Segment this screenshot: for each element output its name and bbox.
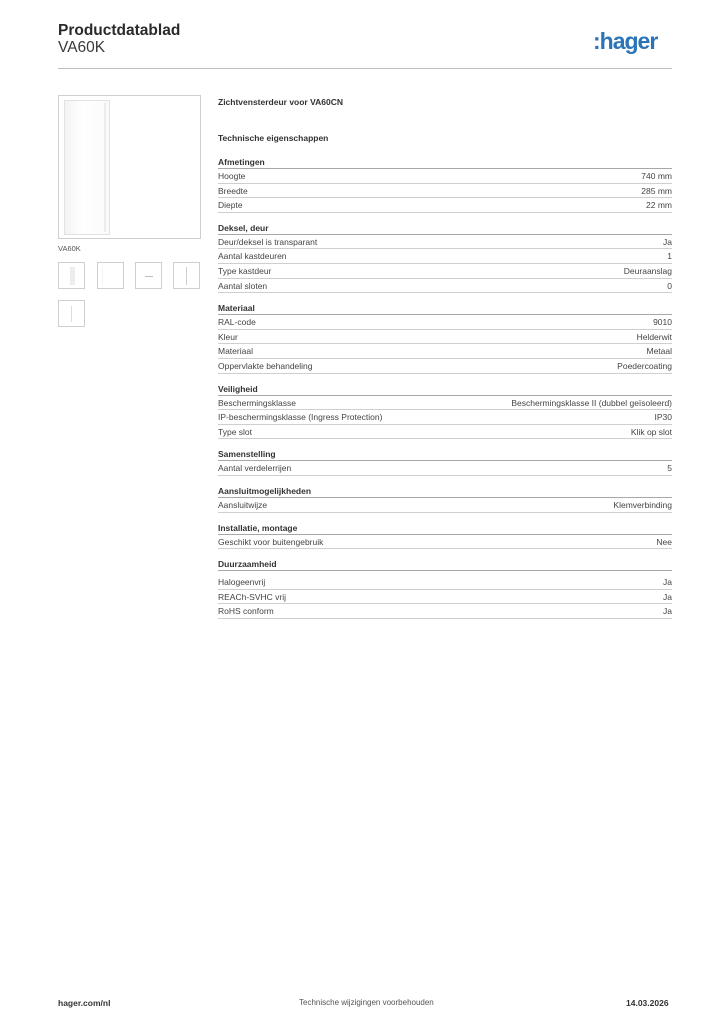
spec-value: Ja xyxy=(663,591,672,602)
spec-label: Breedte xyxy=(218,185,248,196)
spec-label: Type kastdeur xyxy=(218,265,272,276)
spec-section xyxy=(218,302,672,373)
hager-logo: :hager xyxy=(593,28,658,54)
spec-row xyxy=(218,575,672,590)
spec-value: Nee xyxy=(656,536,672,547)
spec-label: Aantal kastdeuren xyxy=(218,251,287,262)
tech-heading: Technische eigenschappen xyxy=(218,133,329,143)
spec-value: 9010 xyxy=(653,317,672,328)
spec-row xyxy=(218,359,672,374)
spec-row xyxy=(218,396,672,411)
spec-row xyxy=(218,184,672,199)
spec-section xyxy=(218,222,672,293)
spec-label: Deur/deksel is transparant xyxy=(218,236,318,247)
spec-row xyxy=(218,315,672,330)
spec-value: Ja xyxy=(663,577,672,588)
door-front-icon xyxy=(70,267,75,285)
thumbnail-door-handle[interactable] xyxy=(135,262,162,289)
spec-label: IP-beschermingsklasse (Ingress Protection) xyxy=(218,412,383,423)
spec-sections xyxy=(218,156,672,619)
spec-label: REACh-SVHC vrij xyxy=(218,591,287,602)
spec-label: Type slot xyxy=(218,426,253,437)
spec-row xyxy=(218,330,672,345)
thumbnail-door-side[interactable] xyxy=(173,262,200,289)
thumbnail-door-outline[interactable] xyxy=(58,300,85,327)
spec-label: RAL-code xyxy=(218,317,256,328)
spec-section xyxy=(218,383,672,440)
product-code: VA60K xyxy=(58,39,106,56)
spec-row xyxy=(218,279,672,294)
door-handle-icon xyxy=(145,276,153,277)
spec-row xyxy=(218,235,672,250)
image-caption: VA60K xyxy=(58,244,81,253)
spec-value: 0 xyxy=(667,280,672,291)
section-title: Afmetingen xyxy=(218,156,672,169)
spec-value: 740 mm xyxy=(641,171,672,181)
spec-value: Beschermingsklasse II (dubbel geïsoleerd) xyxy=(511,397,672,408)
spec-label: Beschermingsklasse xyxy=(218,397,296,408)
spec-row xyxy=(218,590,672,605)
footer-website[interactable]: hager.com/nl xyxy=(58,998,111,1008)
spec-value: Klemverbinding xyxy=(613,499,672,510)
spec-value: Deuraanslag xyxy=(623,265,672,276)
spec-label: Aansluitwijze xyxy=(218,499,268,510)
thumbnail-door-front[interactable] xyxy=(58,262,85,289)
spec-section xyxy=(218,156,672,213)
spec-label: Hoogte xyxy=(218,171,246,181)
spec-label: Aantal verdelerrijen xyxy=(218,463,292,474)
logo-text: hager xyxy=(599,28,658,54)
spec-content xyxy=(218,96,672,619)
spec-value: 22 mm xyxy=(646,200,672,211)
spec-value: 5 xyxy=(667,463,672,474)
spec-row xyxy=(218,264,672,279)
spec-value: Helderwit xyxy=(636,331,672,342)
section-title: Materiaal xyxy=(218,302,672,315)
spec-value: Ja xyxy=(663,606,672,617)
spec-label: RoHS conform xyxy=(218,606,274,617)
section-title: Veiligheid xyxy=(218,383,672,396)
spec-row xyxy=(218,425,672,440)
footer-disclaimer: Technische wijzigingen voorbehouden xyxy=(299,998,434,1007)
spec-value: 1 xyxy=(667,251,672,262)
spec-row xyxy=(218,344,672,359)
header-divider xyxy=(58,68,672,69)
spec-value: Ja xyxy=(663,236,672,247)
spec-row xyxy=(218,604,672,619)
spec-label: Kleur xyxy=(218,331,238,342)
spec-section xyxy=(218,522,672,550)
door-side-icon xyxy=(186,267,187,285)
spec-label: Aantal sloten xyxy=(218,280,268,291)
spec-label: Geschikt voor buitengebruik xyxy=(218,536,324,547)
spec-label: Oppervlakte behandeling xyxy=(218,360,313,371)
spec-label: Diepte xyxy=(218,200,243,211)
spec-label: Materiaal xyxy=(218,346,253,357)
spec-section xyxy=(218,558,672,619)
section-title: Deksel, deur xyxy=(218,222,672,235)
spec-value: Poedercoating xyxy=(617,360,672,371)
main-product-image xyxy=(58,95,201,239)
door-panel-icon xyxy=(64,100,110,235)
door-outline-icon xyxy=(71,306,72,322)
spec-value: Metaal xyxy=(646,346,672,357)
door-blank-icon xyxy=(102,267,103,285)
spec-value: 285 mm xyxy=(641,185,672,196)
spec-value: IP30 xyxy=(654,412,672,423)
spec-row xyxy=(218,169,672,184)
spec-section xyxy=(218,448,672,476)
spec-label: Halogeenvrij xyxy=(218,577,266,588)
spec-row xyxy=(218,198,672,213)
spec-row xyxy=(218,535,672,550)
footer-date: 14.03.2026 xyxy=(626,998,669,1008)
section-title: Installatie, montage xyxy=(218,522,672,535)
section-title: Samenstelling xyxy=(218,448,672,461)
section-title: Aansluitmogelijkheden xyxy=(218,485,672,498)
thumbnail-door-blank[interactable] xyxy=(97,262,124,289)
spec-section xyxy=(218,485,672,513)
section-title: Duurzaamheid xyxy=(218,558,672,571)
spec-row xyxy=(218,461,672,476)
product-subtitle: Zichtvensterdeur voor VA60CN xyxy=(218,97,344,107)
header-title: Productdatablad xyxy=(58,22,181,39)
spec-row xyxy=(218,249,672,264)
spec-row xyxy=(218,498,672,513)
spec-value: Klik op slot xyxy=(630,426,672,437)
spec-row xyxy=(218,410,672,425)
